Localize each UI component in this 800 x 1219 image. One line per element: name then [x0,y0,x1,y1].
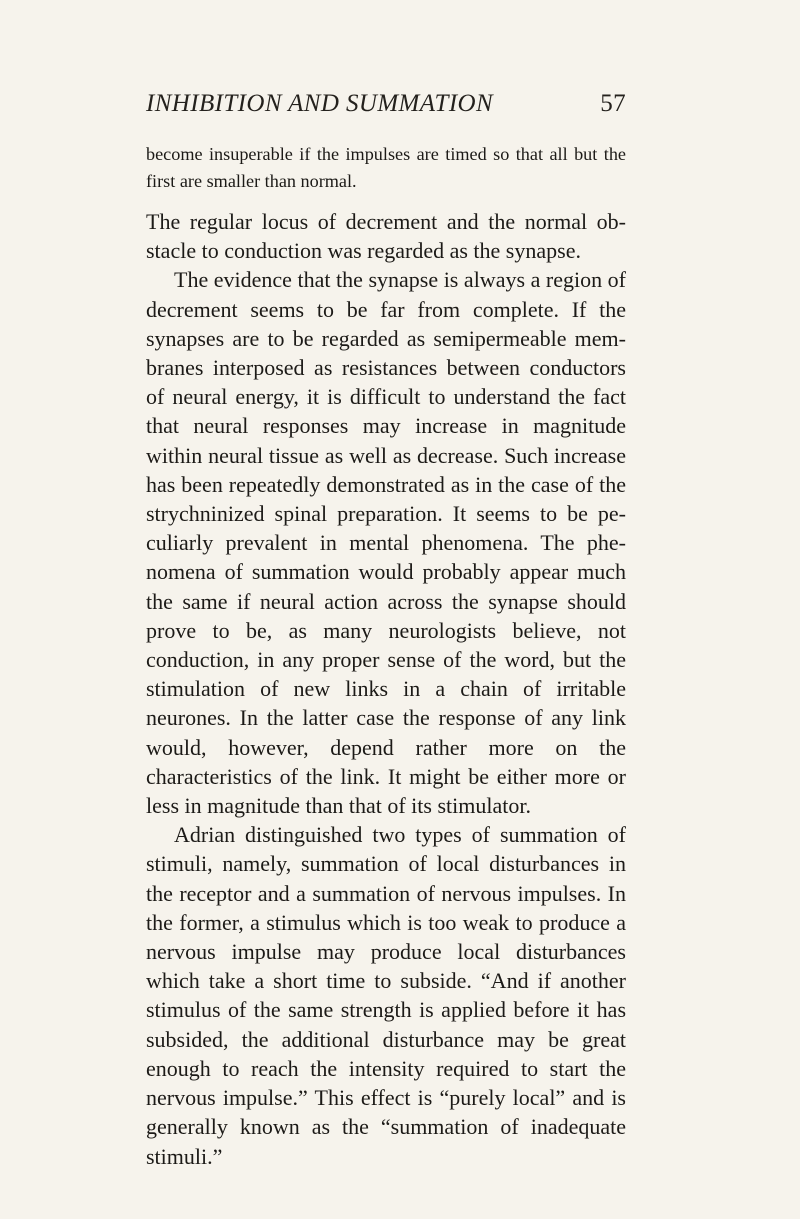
paragraph-3: Adrian distinguished two types of summation of stimuli, namely, summation of local disturbances in the receptor and a summation of nervous impulses. In the former, a stimulus which is too weak to produce a nervous impulse may produce local disturbances which take a short time to subside. “And if another stimulus of the same strength is applied before it has subsided, the additional disturbance may be great enough to reach the intensity required to start the nervous impulse.” This effect is “purely local” and is generally known as the “summation of inadequate stimuli.” [146,822,626,1169]
paragraph-2: The evidence that the synapse is always a region of decrement seems to be far from complete. If the synapses are to be regarded as semipermeable membranes interposed as resistances between conductors of neural energy, it is difficult to understand the fact that neural responses may increase in magnitude within neural tissue as well as decrease. Such increase has been repeatedly demonstrated as in the case of the strychninized spinal preparation. It seems to be peculiarly prevalent in mental phenomena. The phenomena of summation would probably appear much the same if neural action across the synapse should prove to be, as many neurologists believe, not conduction, in any proper sense of the word, but the stimulation of new links in a chain of irritable neurones. In the latter case the response of any link would, however, depend rather more on the characteristics of the link. It might be either more or less in magnitude than that of its stimulator. [146,267,626,819]
paragraph-1: The regular locus of decrement and the normal obstacle to conduction was regarded as the synapse. [146,209,626,264]
body-text [146,207,626,1171]
book-page [146,90,626,1171]
running-head [146,90,626,130]
running-title: INHIBITION AND SUMMATION [146,90,494,117]
continued-small-print: become insuperable if the impulses are timed so that all but the first are smaller than normal. [146,144,626,191]
page-number: 57 [600,90,626,117]
